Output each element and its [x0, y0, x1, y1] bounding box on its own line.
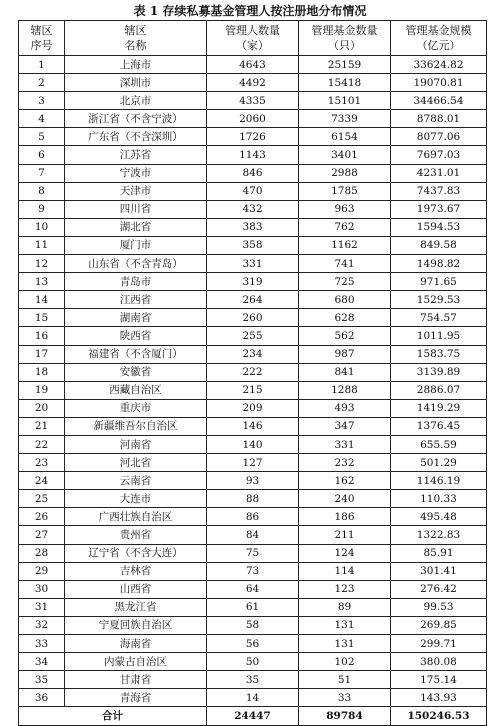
cell-manager-count: 4492 [207, 74, 299, 92]
cell-manager-count: 127 [207, 454, 299, 472]
cell-manager-count: 209 [207, 399, 299, 417]
cell-serial: 31 [19, 598, 65, 616]
cell-fund-count: 186 [299, 508, 391, 526]
cell-fund-count: 347 [299, 417, 391, 435]
cell-region-name: 广东省（不含深圳） [65, 128, 207, 146]
table-row [19, 92, 487, 110]
table-row [19, 56, 487, 74]
cell-fund-scale: 301.41 [391, 562, 487, 580]
table-row [19, 562, 487, 580]
cell-fund-count: 1288 [299, 381, 391, 399]
cell-fund-count: 7339 [299, 110, 391, 128]
cell-manager-count: 64 [207, 580, 299, 598]
cell-fund-scale: 7437.83 [391, 182, 487, 200]
cell-region-name: 宁夏回族自治区 [65, 616, 207, 634]
table-row [19, 327, 487, 345]
header-manager-count: 管理人数量 （家） [207, 21, 299, 56]
cell-fund-scale: 4231.01 [391, 164, 487, 182]
cell-fund-count: 2988 [299, 164, 391, 182]
table-title: 表 1 存续私募基金管理人按注册地分布情况 [133, 4, 367, 18]
cell-fund-scale: 1529.53 [391, 291, 487, 309]
cell-fund-scale: 1322.83 [391, 526, 487, 544]
cell-serial: 1 [19, 56, 65, 74]
table-row [19, 273, 487, 291]
cell-serial: 14 [19, 291, 65, 309]
table-row [19, 399, 487, 417]
table-row [19, 435, 487, 453]
cell-fund-scale: 110.33 [391, 490, 487, 508]
cell-serial: 19 [19, 381, 65, 399]
table-row [19, 128, 487, 146]
table-row [19, 110, 487, 128]
cell-region-name: 黑龙江省 [65, 598, 207, 616]
cell-serial: 2 [19, 74, 65, 92]
cell-region-name: 河北省 [65, 454, 207, 472]
cell-serial: 9 [19, 200, 65, 218]
cell-fund-scale: 1594.53 [391, 218, 487, 236]
cell-manager-count: 14 [207, 689, 299, 707]
cell-fund-count: 102 [299, 653, 391, 671]
cell-serial: 17 [19, 345, 65, 363]
cell-fund-scale: 380.08 [391, 653, 487, 671]
cell-manager-count: 846 [207, 164, 299, 182]
cell-serial: 6 [19, 146, 65, 164]
cell-serial: 10 [19, 218, 65, 236]
cell-fund-scale: 1146.19 [391, 472, 487, 490]
cell-region-name: 浙江省（不含宁波） [65, 110, 207, 128]
cell-serial: 16 [19, 327, 65, 345]
cell-manager-count: 260 [207, 309, 299, 327]
cell-fund-count: 1162 [299, 236, 391, 254]
cell-region-name: 陕西省 [65, 327, 207, 345]
cell-serial: 30 [19, 580, 65, 598]
cell-region-name: 安徽省 [65, 363, 207, 381]
cell-fund-scale: 1498.82 [391, 255, 487, 273]
table-row [19, 218, 487, 236]
cell-serial: 20 [19, 399, 65, 417]
table-row [19, 544, 487, 562]
cell-region-name: 辽宁省（不含大连） [65, 544, 207, 562]
cell-fund-count: 240 [299, 490, 391, 508]
cell-fund-scale: 143.93 [391, 689, 487, 707]
table-row [19, 291, 487, 309]
header-region-name: 辖区 名称 [65, 21, 207, 56]
cell-region-name: 厦门市 [65, 236, 207, 254]
cell-serial: 5 [19, 128, 65, 146]
table-row [19, 363, 487, 381]
table-row [19, 526, 487, 544]
cell-region-name: 甘肃省 [65, 671, 207, 689]
cell-region-name: 湖南省 [65, 309, 207, 327]
cell-serial: 32 [19, 616, 65, 634]
cell-fund-count: 1785 [299, 182, 391, 200]
cell-region-name: 深圳市 [65, 74, 207, 92]
cell-region-name: 天津市 [65, 182, 207, 200]
total-funds: 89784 [299, 707, 391, 726]
cell-fund-count: 51 [299, 671, 391, 689]
cell-serial: 35 [19, 671, 65, 689]
cell-region-name: 云南省 [65, 472, 207, 490]
cell-manager-count: 470 [207, 182, 299, 200]
cell-fund-scale: 971.65 [391, 273, 487, 291]
total-row [19, 707, 487, 726]
table-row [19, 635, 487, 653]
table-row [19, 598, 487, 616]
cell-region-name: 海南省 [65, 635, 207, 653]
cell-manager-count: 331 [207, 255, 299, 273]
cell-fund-scale: 8077.06 [391, 128, 487, 146]
table-row [19, 472, 487, 490]
cell-serial: 12 [19, 255, 65, 273]
table-row [19, 164, 487, 182]
cell-fund-count: 114 [299, 562, 391, 580]
table-row [19, 236, 487, 254]
total-scale: 150246.53 [391, 707, 487, 726]
header-serial: 辖区 序号 [19, 21, 65, 56]
table-row [19, 182, 487, 200]
cell-fund-count: 562 [299, 327, 391, 345]
cell-manager-count: 1726 [207, 128, 299, 146]
cell-region-name: 江西省 [65, 291, 207, 309]
cell-manager-count: 93 [207, 472, 299, 490]
cell-fund-scale: 33624.82 [391, 56, 487, 74]
cell-region-name: 吉林省 [65, 562, 207, 580]
cell-serial: 4 [19, 110, 65, 128]
cell-manager-count: 88 [207, 490, 299, 508]
cell-fund-scale: 19070.81 [391, 74, 487, 92]
cell-manager-count: 50 [207, 653, 299, 671]
cell-fund-count: 123 [299, 580, 391, 598]
cell-serial: 21 [19, 417, 65, 435]
cell-fund-count: 725 [299, 273, 391, 291]
cell-fund-count: 131 [299, 635, 391, 653]
cell-fund-count: 211 [299, 526, 391, 544]
cell-manager-count: 222 [207, 363, 299, 381]
cell-serial: 29 [19, 562, 65, 580]
cell-manager-count: 58 [207, 616, 299, 634]
cell-region-name: 福建省（不含厦门） [65, 345, 207, 363]
table-row [19, 689, 487, 707]
registration-distribution-table [18, 20, 487, 726]
cell-fund-scale: 655.59 [391, 435, 487, 453]
cell-region-name: 上海市 [65, 56, 207, 74]
cell-fund-count: 3401 [299, 146, 391, 164]
cell-region-name: 山西省 [65, 580, 207, 598]
cell-fund-scale: 3139.89 [391, 363, 487, 381]
cell-fund-count: 15418 [299, 74, 391, 92]
cell-manager-count: 4643 [207, 56, 299, 74]
cell-serial: 34 [19, 653, 65, 671]
cell-manager-count: 234 [207, 345, 299, 363]
cell-fund-scale: 1011.95 [391, 327, 487, 345]
table-row [19, 74, 487, 92]
cell-fund-scale: 849.58 [391, 236, 487, 254]
cell-region-name: 大连市 [65, 490, 207, 508]
cell-serial: 13 [19, 273, 65, 291]
cell-fund-scale: 1376.45 [391, 417, 487, 435]
cell-serial: 28 [19, 544, 65, 562]
cell-fund-scale: 495.48 [391, 508, 487, 526]
cell-fund-count: 963 [299, 200, 391, 218]
cell-region-name: 河南省 [65, 435, 207, 453]
table-row [19, 454, 487, 472]
cell-manager-count: 35 [207, 671, 299, 689]
cell-manager-count: 215 [207, 381, 299, 399]
table-row [19, 653, 487, 671]
cell-manager-count: 146 [207, 417, 299, 435]
cell-serial: 36 [19, 689, 65, 707]
cell-fund-scale: 175.14 [391, 671, 487, 689]
cell-fund-scale: 1973.67 [391, 200, 487, 218]
table-row [19, 671, 487, 689]
cell-region-name: 宁波市 [65, 164, 207, 182]
cell-manager-count: 264 [207, 291, 299, 309]
cell-region-name: 江苏省 [65, 146, 207, 164]
cell-serial: 25 [19, 490, 65, 508]
cell-fund-scale: 299.71 [391, 635, 487, 653]
table-row [19, 200, 487, 218]
cell-region-name: 四川省 [65, 200, 207, 218]
cell-serial: 3 [19, 92, 65, 110]
cell-fund-count: 841 [299, 363, 391, 381]
table-row [19, 490, 487, 508]
cell-fund-count: 124 [299, 544, 391, 562]
cell-region-name: 北京市 [65, 92, 207, 110]
cell-serial: 22 [19, 435, 65, 453]
table-row [19, 417, 487, 435]
cell-region-name: 广西壮族自治区 [65, 508, 207, 526]
cell-fund-scale: 2886.07 [391, 381, 487, 399]
cell-manager-count: 432 [207, 200, 299, 218]
cell-fund-scale: 99.53 [391, 598, 487, 616]
cell-region-name: 青海省 [65, 689, 207, 707]
cell-manager-count: 255 [207, 327, 299, 345]
cell-region-name: 内蒙古自治区 [65, 653, 207, 671]
cell-fund-count: 33 [299, 689, 391, 707]
table-body [19, 56, 487, 707]
cell-serial: 27 [19, 526, 65, 544]
cell-manager-count: 358 [207, 236, 299, 254]
cell-fund-scale: 269.85 [391, 616, 487, 634]
header-row [19, 21, 487, 56]
total-label: 合计 [19, 707, 207, 726]
cell-serial: 7 [19, 164, 65, 182]
total-managers: 24447 [207, 707, 299, 726]
cell-manager-count: 73 [207, 562, 299, 580]
cell-fund-count: 25159 [299, 56, 391, 74]
cell-manager-count: 75 [207, 544, 299, 562]
cell-fund-count: 987 [299, 345, 391, 363]
cell-fund-scale: 276.42 [391, 580, 487, 598]
table-row [19, 345, 487, 363]
cell-serial: 33 [19, 635, 65, 653]
cell-manager-count: 140 [207, 435, 299, 453]
cell-fund-count: 232 [299, 454, 391, 472]
cell-region-name: 新疆维吾尔自治区 [65, 417, 207, 435]
cell-manager-count: 61 [207, 598, 299, 616]
cell-fund-count: 762 [299, 218, 391, 236]
cell-serial: 15 [19, 309, 65, 327]
cell-manager-count: 56 [207, 635, 299, 653]
cell-fund-scale: 754.57 [391, 309, 487, 327]
cell-serial: 24 [19, 472, 65, 490]
cell-fund-count: 331 [299, 435, 391, 453]
cell-fund-count: 131 [299, 616, 391, 634]
table-row [19, 508, 487, 526]
cell-fund-count: 6154 [299, 128, 391, 146]
table-row [19, 381, 487, 399]
table-row [19, 255, 487, 273]
cell-manager-count: 4335 [207, 92, 299, 110]
cell-fund-scale: 8788.01 [391, 110, 487, 128]
cell-region-name: 西藏自治区 [65, 381, 207, 399]
cell-region-name: 湖北省 [65, 218, 207, 236]
cell-fund-scale: 1583.75 [391, 345, 487, 363]
cell-fund-count: 628 [299, 309, 391, 327]
cell-region-name: 青岛市 [65, 273, 207, 291]
cell-fund-count: 15101 [299, 92, 391, 110]
cell-fund-scale: 7697.03 [391, 146, 487, 164]
cell-fund-count: 680 [299, 291, 391, 309]
table-row [19, 580, 487, 598]
cell-manager-count: 2060 [207, 110, 299, 128]
cell-serial: 23 [19, 454, 65, 472]
cell-fund-count: 89 [299, 598, 391, 616]
table-row [19, 309, 487, 327]
cell-region-name: 山东省（不含青岛） [65, 255, 207, 273]
cell-manager-count: 84 [207, 526, 299, 544]
cell-fund-scale: 34466.54 [391, 92, 487, 110]
header-fund-count: 管理基金数量 （只） [299, 21, 391, 56]
cell-region-name: 贵州省 [65, 526, 207, 544]
cell-fund-count: 162 [299, 472, 391, 490]
cell-serial: 11 [19, 236, 65, 254]
cell-manager-count: 86 [207, 508, 299, 526]
cell-fund-count: 741 [299, 255, 391, 273]
cell-fund-scale: 85.91 [391, 544, 487, 562]
cell-serial: 18 [19, 363, 65, 381]
table-row [19, 146, 487, 164]
table-row [19, 616, 487, 634]
header-fund-scale: 管理基金规模 （亿元） [391, 21, 487, 56]
cell-fund-scale: 501.29 [391, 454, 487, 472]
cell-fund-count: 493 [299, 399, 391, 417]
cell-manager-count: 1143 [207, 146, 299, 164]
cell-manager-count: 383 [207, 218, 299, 236]
cell-manager-count: 319 [207, 273, 299, 291]
cell-serial: 8 [19, 182, 65, 200]
cell-region-name: 重庆市 [65, 399, 207, 417]
cell-serial: 26 [19, 508, 65, 526]
cell-fund-scale: 1419.29 [391, 399, 487, 417]
